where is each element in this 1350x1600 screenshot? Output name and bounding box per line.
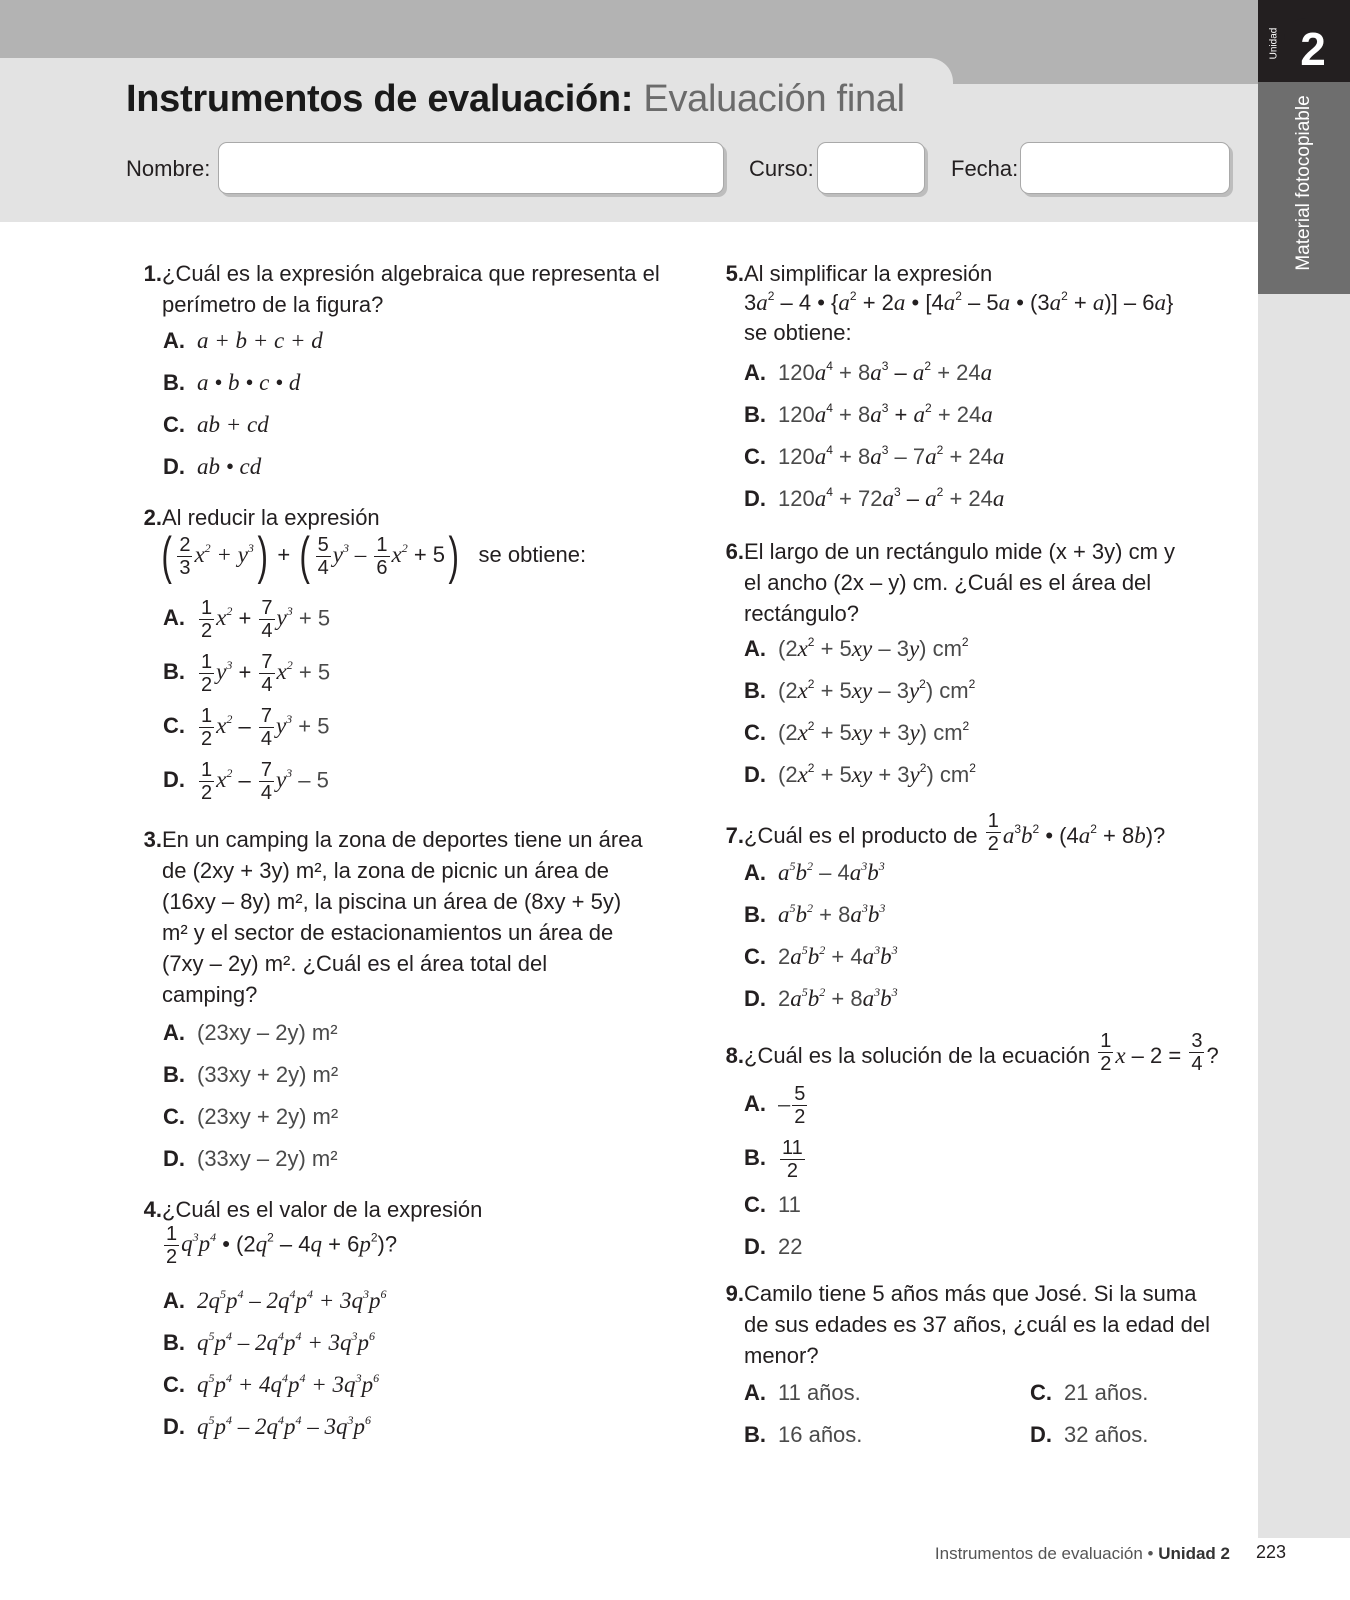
question-1: 1. ¿Cuál es la expresión algebraica que representa el perímetro de la figura?: [126, 258, 666, 320]
q8-option-d: D. 22: [744, 1234, 803, 1259]
q2-option-b: B. $\frac{1}{2}$ $y^3$ + $\frac{7}{4}$ $x^2 + 5$: [163, 651, 331, 696]
unidad-word: Unidad: [1268, 27, 1280, 60]
q9-option-c: C. 21 años.: [1030, 1380, 1149, 1405]
q7-option-d: D. $2a^5b^2 + 8a^3b^3$: [744, 985, 898, 1011]
q7-option-b: B. $a^5b^2 + 8a^3b^3$: [744, 901, 886, 927]
q1-option-b: B. a • b • c • d: [163, 370, 301, 395]
q9-option-d: D. 32 años.: [1030, 1422, 1149, 1447]
q9-option-a: A. 11 años.: [744, 1380, 861, 1405]
q1-option-a: A. a + b + c + d: [163, 328, 323, 353]
q5-option-b: B. $120a^4 + 8a^3 + a^2 + 24a$: [744, 401, 993, 427]
nombre-field[interactable]: [218, 142, 724, 194]
q3-option-c: C. (23xy + 2y) m²: [163, 1104, 339, 1129]
q5-tail: se obtiene:: [744, 320, 852, 345]
q4-option-d: D. $q^5p^4 - 2q^4p^4 - 3q^3p^6$: [163, 1413, 371, 1439]
q7-option-c: C. $2a^5b^2 + 4a^3b^3$: [744, 943, 898, 969]
q3-option-b: B. (33xy + 2y) m²: [163, 1062, 339, 1087]
q3-option-a: A. (23xy – 2y) m²: [163, 1020, 338, 1045]
question-9: 9. Camilo tiene 5 años más que José. Si la suma de sus edades es 37 años, ¿cuál es la edad del menor?: [725, 1281, 1210, 1368]
q2-expression: ( $\frac{2}{3}$ $x^2 + y^3$) + ( $\frac{5}{4}$ $y^3$ – $\frac{1}{6}$ $x^2 + 5$) se obtiene:: [161, 527, 587, 585]
question-4: 4. ¿Cuál es el valor de la expresión: [143, 1197, 483, 1222]
q6-option-a: A. $(2x^2 + 5xy - 3y)$ $cm^2$: [744, 635, 969, 661]
q1-option-c: C. ab + cd: [163, 412, 269, 437]
curso-field[interactable]: [817, 142, 925, 194]
q5-option-a: A. $120a^4 + 8a^3 - a^2 + 24a$: [744, 359, 993, 385]
question-3: 3. En un camping la zona de deportes tiene un área de (2xy + 3y) m², la zona de picnic un área de (16xy – 8y) m², la piscina un área de (8xy + 5y) m² y el sector de estacionamientos un área de (7xy – 2y) m². ¿Cuál es el área total del camping?: [143, 827, 643, 1007]
fecha-label: Fecha:: [951, 156, 1019, 181]
q4-option-c: C. $q^5p^4 + 4q^4p^4 + 3q^3p^6$: [163, 1371, 380, 1397]
q5-expression: $3a^2 - 4$ • {$a^2 + 2a$ • [$4a^2 - 5a$ • $(3a^2 + a)] - 6a$}: [744, 289, 1174, 315]
q9-option-b: B. 16 años.: [744, 1422, 863, 1447]
unit-number: 2: [1300, 23, 1326, 75]
q6-option-c: C. $(2x^2 + 5xy + 3y)$ $cm^2$: [744, 719, 970, 745]
q4-expression: $\frac{1}{2}$ $q^3p^4$ • $(2q^2 - 4q + 6p^2)$?: [166, 1223, 398, 1268]
page-title: Instrumentos de evaluación: Evaluación final: [126, 78, 905, 120]
page-number: 223: [1256, 1542, 1287, 1562]
q8-option-c: C. 11: [744, 1192, 801, 1217]
fecha-field[interactable]: [1020, 142, 1230, 194]
q3-option-d: D. (33xy – 2y) m²: [163, 1146, 338, 1171]
q2-option-c: C. $\frac{1}{2}$ $x^2$ – $\frac{7}{4}$ $y^3 + 5$: [163, 705, 330, 750]
q6-option-d: D. $(2x^2 + 5xy + 3y^2)$ $cm^2$: [744, 761, 976, 787]
q5-option-d: D. $120a^4 + 72a^3 - a^2 + 24a$: [744, 485, 1005, 511]
q7-option-a: A. $a^5b^2 - 4a^3b^3$: [744, 859, 885, 885]
side-label: Material fotocopiable: [1293, 95, 1314, 271]
q4-option-a: A. $2q^5p^4 - 2q^4p^4 + 3q^3p^6$: [163, 1287, 387, 1313]
q8-option-b: B. $\frac{11}{2}$: [744, 1137, 803, 1182]
question-6: 6. El largo de un rectángulo mide (x + 3y) cm y el ancho (2x – y) cm. ¿Cuál es el área del rectángulo?: [725, 539, 1176, 626]
question-7: 7. ¿Cuál es el producto de $\frac{1}{2}$ $a^3b^2$ • $(4a^2 + 8b)$?: [725, 809, 1166, 855]
question-1-text: ¿Cuál es la expresión algebraica que representa el perímetro de la figura?: [162, 261, 660, 317]
q2-option-d: D. $\frac{1}{2}$ $x^2$ – $\frac{7}{4}$ $y^3 - 5$: [163, 759, 329, 804]
q2-option-a: A. $\frac{1}{2}$ $x^2$ + $\frac{7}{4}$ $y^3 + 5$: [163, 597, 331, 642]
question-8: 8. ¿Cuál es la solución de la ecuación $\frac{1}{2}$ x – 2 = $\frac{3}{4}$ ?: [725, 1029, 1219, 1075]
q1-option-d: D. ab • cd: [163, 454, 262, 479]
q8-option-a: A. – $\frac{5}{2}$: [744, 1083, 806, 1128]
question-2: 2. Al reducir la expresión: [143, 505, 380, 530]
curso-label: Curso:: [749, 156, 814, 181]
nombre-label: Nombre:: [126, 156, 211, 181]
q5-option-c: C. $120a^4 + 8a^3 - 7a^2 + 24a$: [744, 443, 1005, 469]
question-5: 5. Al simplificar la expresión: [725, 261, 993, 286]
footer-text: Instrumentos de evaluación • Unidad 2: [934, 1544, 1230, 1563]
q6-option-b: B. $(2x^2 + 5xy - 3y^2)$ $cm^2$: [744, 677, 976, 703]
q4-option-b: B. $q^5p^4 - 2q^4p^4 + 3q^3p^6$: [163, 1329, 376, 1355]
